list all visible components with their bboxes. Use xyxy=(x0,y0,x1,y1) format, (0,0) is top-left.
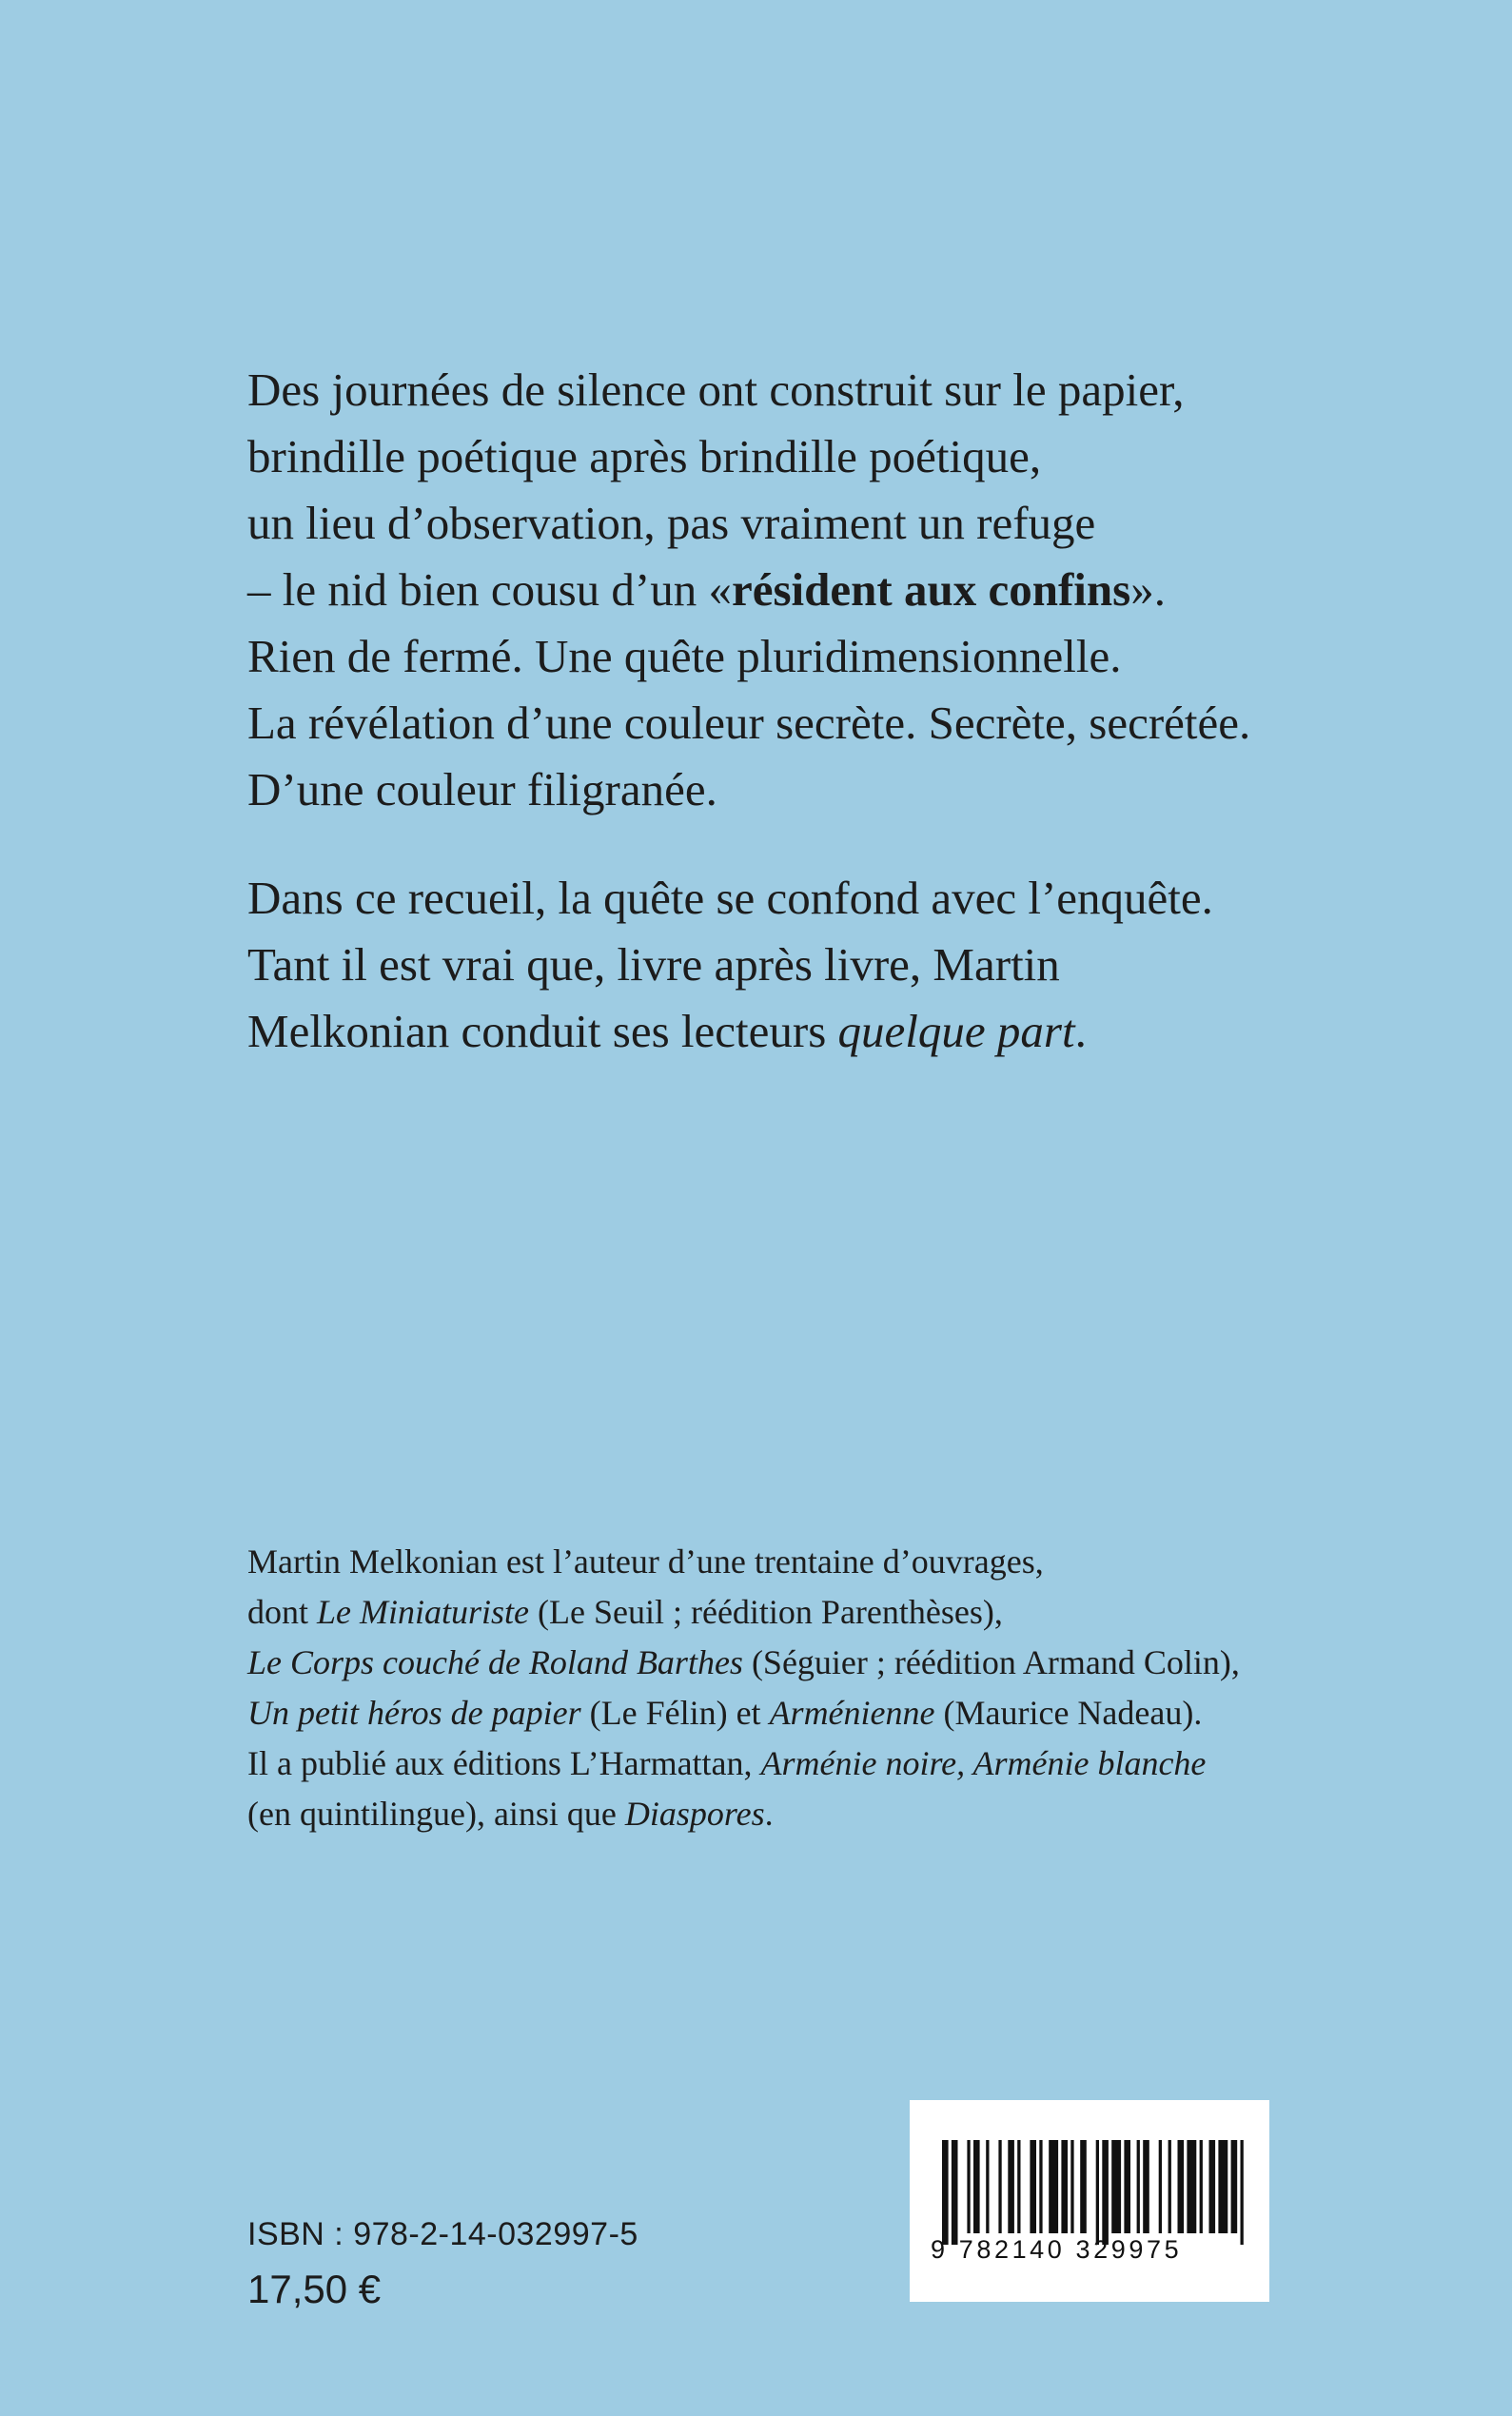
blurb-text: Melkonian conduit ses lecteurs xyxy=(247,1005,838,1057)
barcode-bar xyxy=(942,2140,949,2245)
barcode-bar xyxy=(1159,2140,1162,2233)
bio-line xyxy=(247,1688,1446,1738)
barcode-bar xyxy=(1209,2140,1216,2233)
barcode-bars xyxy=(910,2100,1269,2302)
blurb-line: Des journées de silence ont construit sur le papier, xyxy=(247,363,1185,416)
barcode-bar xyxy=(1102,2140,1109,2245)
barcode-bar xyxy=(1096,2140,1099,2245)
blurb-line: Dans ce recueil, la quête se confond avec l’enquête. xyxy=(247,872,1213,924)
bio-line xyxy=(247,1638,1446,1688)
bio-line xyxy=(247,1738,1446,1789)
barcode xyxy=(910,2100,1269,2302)
bio-text: Il a publié aux éditions L’Harmattan, xyxy=(247,1744,761,1782)
barcode-bar xyxy=(998,2140,1001,2233)
blurb-text: . xyxy=(1074,1005,1087,1057)
barcode-bar xyxy=(1200,2140,1203,2233)
bio-text: dont xyxy=(247,1593,318,1631)
bio-text: (en quintilingue), ainsi que xyxy=(247,1795,625,1833)
blurb-line: D’une couleur filigranée. xyxy=(247,763,717,815)
barcode-bar xyxy=(1049,2140,1058,2233)
blurb-line xyxy=(247,998,1446,1065)
blurb-line: La révélation d’une couleur secrète. Secrète, secrétée. xyxy=(247,697,1251,749)
barcode-bar xyxy=(1231,2140,1238,2233)
barcode-bar xyxy=(1008,2140,1014,2233)
back-cover-blurb xyxy=(247,357,1446,1107)
author-bio xyxy=(247,1537,1446,1839)
blurb-bold-title: résident aux confins xyxy=(731,563,1131,616)
barcode-bar xyxy=(1178,2140,1185,2233)
bio-book-title: Arménie noire, Arménie blanche xyxy=(760,1744,1207,1782)
blurb-line: un lieu d’observation, pas vraiment un refuge xyxy=(247,497,1096,549)
barcode-bar xyxy=(1111,2140,1121,2233)
bio-book-title: Le Corps couché de Roland Barthes xyxy=(247,1643,743,1681)
barcode-bar xyxy=(1137,2140,1140,2233)
barcode-bar xyxy=(1017,2140,1020,2233)
barcode-bar xyxy=(952,2140,958,2245)
barcode-bar xyxy=(967,2140,970,2233)
barcode-bar xyxy=(1030,2140,1036,2233)
barcode-bar xyxy=(1143,2140,1149,2233)
barcode-digits: 9 782140 329975 xyxy=(931,2235,1183,2264)
barcode-bar xyxy=(1187,2140,1196,2233)
bio-text: (Le Seuil ; réédition Parenthèses), xyxy=(529,1593,1003,1631)
blurb-paragraph-1 xyxy=(247,357,1446,823)
bio-line xyxy=(247,1587,1446,1638)
bio-book-title: Diaspores xyxy=(624,1795,765,1833)
blurb-line: brindille poétique après brindille poétique, xyxy=(247,430,1042,482)
blurb-line: Rien de fermé. Une quête pluridimensionnelle. xyxy=(247,630,1122,682)
barcode-bar xyxy=(1070,2140,1073,2233)
blurb-italic: quelque part xyxy=(837,1005,1075,1057)
barcode-bar xyxy=(986,2140,989,2233)
blurb-paragraph-2 xyxy=(247,865,1446,1065)
isbn-label: ISBN : 978-2-14-032997-5 xyxy=(247,2216,638,2252)
bio-book-title: Le Miniaturiste xyxy=(317,1593,530,1631)
barcode-bar xyxy=(1168,2140,1171,2233)
bio-book-title: Arménienne xyxy=(769,1694,935,1732)
bio-text: (Maurice Nadeau). xyxy=(934,1694,1203,1732)
bio-line xyxy=(247,1789,1446,1839)
barcode-bar xyxy=(1080,2140,1087,2233)
barcode-bar xyxy=(1218,2140,1227,2233)
barcode-bar xyxy=(1061,2140,1068,2233)
bio-line: Martin Melkonian est l’auteur d’une trentaine d’ouvrages, xyxy=(247,1542,1044,1581)
bio-text: (Séguier ; réédition Armand Colin), xyxy=(742,1643,1240,1681)
blurb-text: ». xyxy=(1130,563,1166,616)
barcode-bar xyxy=(1124,2140,1130,2233)
barcode-bar xyxy=(1039,2140,1042,2233)
bio-text: . xyxy=(764,1795,774,1833)
barcode-bar xyxy=(973,2140,980,2233)
blurb-line xyxy=(247,557,1446,623)
price-label: 17,50 € xyxy=(247,2267,382,2311)
bio-book-title: Un petit héros de papier xyxy=(247,1694,581,1732)
barcode-bar xyxy=(1241,2140,1244,2245)
blurb-text: – le nid bien cousu d’un « xyxy=(247,563,732,616)
bio-text: (Le Félin) et xyxy=(580,1694,770,1732)
blurb-line: Tant il est vrai que, livre après livre, Martin xyxy=(247,938,1060,991)
